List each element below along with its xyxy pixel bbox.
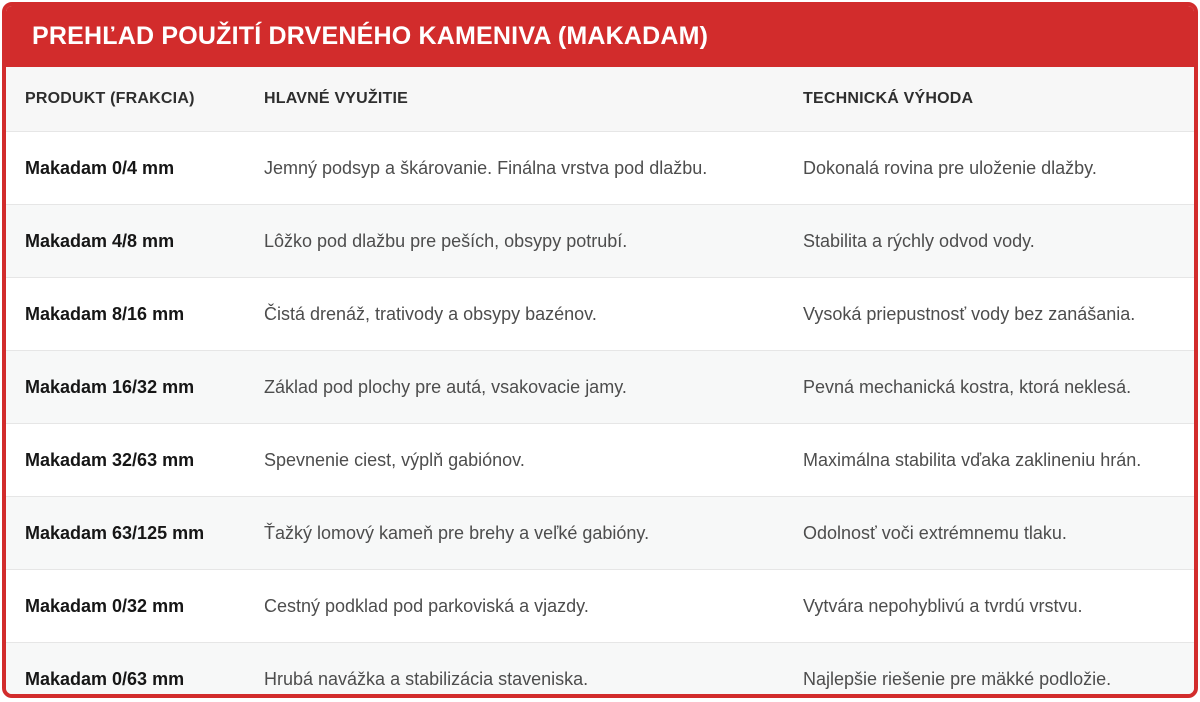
product-cell: Makadam 0/63 mm	[25, 668, 185, 689]
product-cell: Makadam 0/32 mm	[25, 595, 185, 616]
usage-cell: Jemný podsyp a škárovanie. Finálna vrstva pod dlažbu.	[264, 157, 708, 178]
makadam-table	[6, 67, 1194, 698]
table-row	[6, 205, 1194, 278]
product-cell: Makadam 8/16 mm	[25, 303, 185, 324]
usage-cell: Hrubá navážka a stabilizácia staveniska.	[264, 668, 589, 689]
table-row	[6, 643, 1194, 699]
advantage-cell: Maximálna stabilita vďaka zaklineniu hrán.	[803, 449, 1142, 470]
usage-cell: Základ pod plochy pre autá, vsakovacie jamy.	[264, 376, 627, 397]
column-header-usage: HLAVNÉ VYUŽITIE	[264, 90, 409, 107]
table-body	[6, 132, 1194, 699]
table-row	[6, 132, 1194, 205]
table-head	[6, 67, 1194, 132]
usage-cell: Spevnenie ciest, výplň gabiónov.	[264, 449, 525, 470]
product-cell: Makadam 0/4 mm	[25, 157, 175, 178]
table-row	[6, 497, 1194, 570]
column-header-advantage: TECHNICKÁ VÝHODA	[803, 90, 974, 107]
table-header-row	[6, 67, 1194, 132]
table-row	[6, 570, 1194, 643]
advantage-cell: Stabilita a rýchly odvod vody.	[803, 230, 1035, 251]
table-row	[6, 424, 1194, 497]
usage-cell: Cestný podklad pod parkoviská a vjazdy.	[264, 595, 589, 616]
table-row	[6, 278, 1194, 351]
advantage-cell: Odolnosť voči extrémnemu tlaku.	[803, 522, 1067, 543]
advantage-cell: Vytvára nepohyblivú a tvrdú vrstvu.	[803, 595, 1083, 616]
makadam-overview-card	[2, 2, 1198, 698]
usage-cell: Čistá drenáž, trativody a obsypy bazénov.	[264, 303, 597, 324]
product-cell: Makadam 32/63 mm	[25, 449, 195, 470]
product-cell: Makadam 63/125 mm	[25, 522, 205, 543]
table-row	[6, 351, 1194, 424]
usage-cell: Lôžko pod dlažbu pre peších, obsypy potrubí.	[264, 230, 628, 251]
column-header-product: PRODUKT (FRAKCIA)	[25, 90, 195, 107]
product-cell: Makadam 4/8 mm	[25, 230, 175, 251]
title-bar	[6, 6, 1194, 67]
usage-cell: Ťažký lomový kameň pre brehy a veľké gabióny.	[264, 522, 650, 543]
page-title: PREHĽAD POUŽITÍ DRVENÉHO KAMENIVA (MAKADAM)	[32, 22, 709, 50]
advantage-cell: Najlepšie riešenie pre mäkké podložie.	[803, 668, 1112, 689]
advantage-cell: Vysoká priepustnosť vody bez zanášania.	[803, 303, 1136, 324]
product-cell: Makadam 16/32 mm	[25, 376, 195, 397]
advantage-cell: Dokonalá rovina pre uloženie dlažby.	[803, 157, 1097, 178]
advantage-cell: Pevná mechanická kostra, ktorá neklesá.	[803, 376, 1132, 397]
